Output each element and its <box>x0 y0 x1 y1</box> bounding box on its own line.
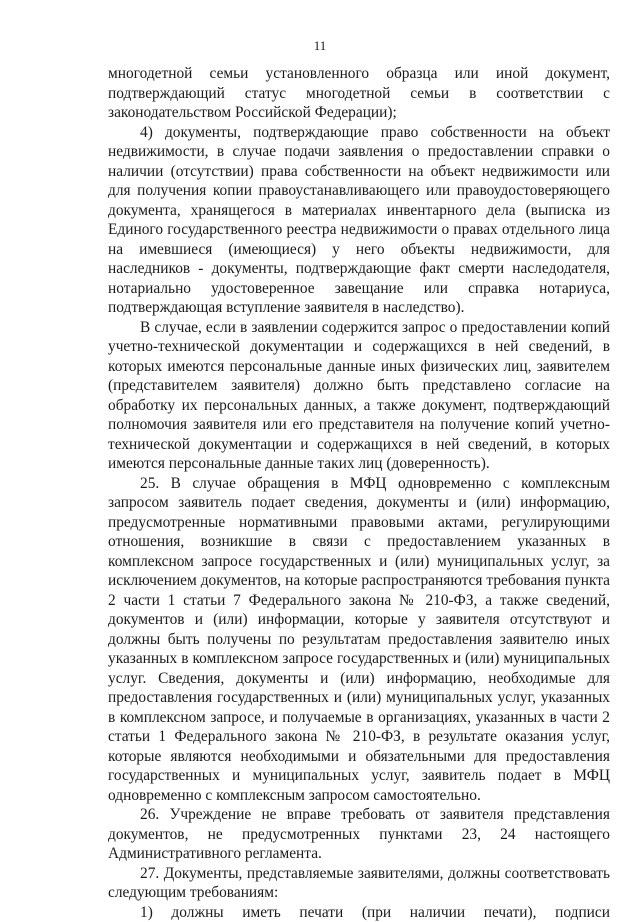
paragraph-25: 25. В случае обращения в МФЦ одновременно с комплексным запросом заявитель подает сведения, документы и (или) информацию, предусмотренные нормативными правовыми актами, регулирующими отношения, возникшие в связи с предоставлением указанных в комплексном запросе государственных и (или) муниципальных услуг, за исключением документов, на которые распространяются требования пункта 2 части 1 статьи 7 Федерального закона № 210-ФЗ, а также сведений, документов и (или) информации, которые у заявителя отсутствуют и должны быть получены по результатам предоставления заявителю иных указанных в комплексном запросе государственных и (или) муниципальных услуг. Сведения, документы и (или) информацию, необходимые для предоставления государственных и (или) муниципальных услуг, указанных в комплексном запросе, и получаемые в организациях, указанных в части 2 статьи 1 Федерального закона № 210-ФЗ, в результате оказания услуг, которые являются необходимыми и обязательными для предоставления государственных и муниципальных услуг, заявитель подает в МФЦ одновременно с комплексным запросом самостоятельно. <box>108 474 610 806</box>
page-number: 11 <box>0 38 640 54</box>
paragraph-consent: В случае, если в заявлении содержится запрос о предоставлении копий учетно-технической документации и содержащихся в ней сведений, в которых имеются персональные данные иных физических лиц, заявителем (представителем заявителя) должно быть представлено согласие на обработку их персональных данных, а также документ, подтверждающий полномочия заявителя или его представителя на получение копий учетно-технической документации и содержащихся в ней сведений, в которых имеются персональные данные таких лиц (доверенность). <box>108 318 610 474</box>
paragraph-continuation: многодетной семьи установленного образца или иной документ, подтверждающий статус многодетной семьи в соответствии с законодательством Российской Федерации); <box>108 64 610 123</box>
paragraph-item-4: 4) документы, подтверждающие право собственности на объект недвижимости, в случае подачи заявления о предоставлении справки о наличии (отсутствии) права собственности на объект недвижимости или для получения копии правоустанавливающего или правоудостоверяющего документа, хранящегося в материалах инвентарного дела (выписка из Единого государственного реестра недвижимости о правах отдельного лица на имевшиеся (имеющиеся) у него объекты недвижимости, для наследников - документы, подтверждающие факт смерти наследодателя, нотариально удостоверенное завещание или справка нотариуса, подтверждающая вступление заявителя в наследство). <box>108 123 610 318</box>
paragraph-27-item-1: 1) должны иметь печати (при наличии печати), подписи <box>108 903 610 922</box>
paragraph-27: 27. Документы, представляемые заявителями, должны соответствовать следующим требованиям: <box>108 864 610 903</box>
document-body <box>108 64 610 922</box>
paragraph-26: 26. Учреждение не вправе требовать от заявителя представления документов, не предусмотренных пунктами 23, 24 настоящего Административного регламента. <box>108 805 610 864</box>
